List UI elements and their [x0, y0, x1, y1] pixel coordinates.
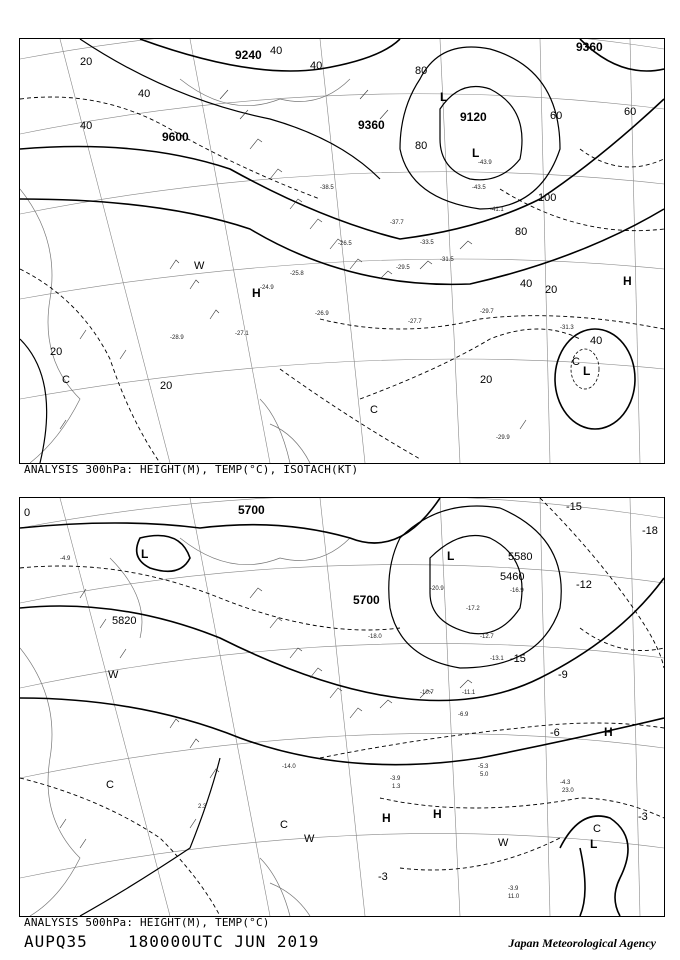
obs-value: -3.9: [508, 886, 519, 892]
obs-value: -24.9: [260, 285, 274, 291]
isotherm-label: -3: [378, 871, 388, 883]
cold-center: C: [572, 356, 580, 368]
obs-value: -43.9: [478, 160, 492, 166]
obs-value: -17.2: [466, 606, 480, 612]
obs-value: -41.1: [490, 207, 504, 213]
isotherm-label: -15: [566, 501, 582, 513]
obs-value: -27.7: [408, 319, 422, 325]
low-center: L: [472, 146, 480, 160]
isotherm-label: -18: [642, 525, 658, 537]
obs-value: 2.3: [198, 804, 207, 810]
height-label: 9240: [235, 48, 262, 62]
wind-barbs: [60, 588, 472, 848]
warm-center: W: [498, 837, 509, 849]
obs-value: -6.9: [458, 712, 469, 718]
cold-center: C: [106, 779, 114, 791]
isotach-label: 40: [138, 88, 151, 100]
agency-credit: Japan Meteorological Agency: [508, 936, 656, 950]
isotherm-label: -3: [638, 811, 648, 823]
obs-value: -18.0: [368, 634, 382, 640]
isotach-label: 20: [480, 374, 493, 386]
height-label: 5580: [508, 551, 533, 563]
isotherm-label: -6: [550, 727, 560, 739]
obs-value: -29.9: [496, 435, 510, 441]
obs-value: -10.7: [420, 690, 434, 696]
obs-value: 11.0: [508, 894, 520, 900]
obs-value: -11.1: [462, 690, 476, 696]
isotach-label: 60: [550, 110, 563, 122]
height-label: 5700: [238, 503, 265, 517]
height-label: 5700: [353, 593, 380, 607]
obs-value: -43.5: [472, 185, 486, 191]
isotherm-label: -15: [510, 653, 526, 665]
obs-value: -3.9: [390, 776, 401, 782]
chart-footer: [24, 932, 656, 956]
map-500hpa-canvas: [20, 498, 664, 916]
high-center: H: [623, 274, 632, 288]
isotach-label: 20: [80, 56, 93, 68]
isotach-label: 40: [310, 60, 323, 72]
isotach-label: 60: [624, 106, 637, 118]
graticule-lat: [20, 39, 664, 399]
coastlines: [20, 538, 350, 916]
graticule-lon: [60, 39, 640, 463]
product-id: AUPQ35: [24, 932, 88, 951]
obs-value: -29.5: [396, 265, 410, 271]
cold-center: C: [370, 404, 378, 416]
obs-value: -4.3: [560, 780, 571, 786]
warm-center: W: [108, 669, 119, 681]
dashed-contours: [20, 97, 664, 463]
isotach-label: 40: [80, 120, 93, 132]
high-center: H: [604, 725, 613, 739]
obs-value: 1.3: [392, 784, 401, 790]
caption-500hpa: ANALYSIS 500hPa: HEIGHT(M), TEMP(°C): [24, 916, 270, 929]
caption-300hpa: ANALYSIS 300hPa: HEIGHT(M), TEMP(°C), ISOTACH(KT): [24, 463, 359, 476]
height-label: 9120: [460, 110, 487, 124]
isotach-label: 20: [160, 380, 173, 392]
isotach-label: 80: [515, 226, 528, 238]
isotach-label: 80: [415, 65, 428, 77]
height-label: 5460: [500, 571, 525, 583]
obs-value: -33.5: [420, 240, 434, 246]
cold-center: C: [62, 374, 70, 386]
height-label: 9600: [162, 130, 189, 144]
obs-value: -4.9: [60, 556, 71, 562]
obs-value: -26.9: [315, 311, 329, 317]
isotach-label: 80: [415, 140, 428, 152]
high-center: H: [382, 811, 391, 825]
obs-value: -31.3: [560, 325, 574, 331]
low-center: L: [141, 547, 149, 561]
map-300hpa-canvas: [20, 39, 664, 463]
isotach-label: 40: [270, 45, 283, 57]
dashed-isotherms: [20, 498, 664, 916]
height-label: 9360: [576, 40, 603, 54]
obs-value: -20.9: [430, 586, 444, 592]
isotach-label: 100: [538, 192, 557, 204]
obs-value: -14.0: [282, 764, 296, 770]
graticule-lat: [20, 498, 664, 878]
cold-center: C: [280, 819, 288, 831]
analysis-500hpa-map: [19, 497, 665, 917]
obs-value: 5.0: [480, 772, 489, 778]
isotach-label: 20: [50, 346, 63, 358]
obs-value: -29.7: [480, 309, 494, 315]
height-contours: [20, 498, 664, 916]
obs-value: -5.3: [478, 764, 489, 770]
isotherm-label: 0: [24, 507, 31, 519]
high-center: H: [252, 286, 261, 300]
cold-center: C: [593, 823, 601, 835]
obs-value: -37.7: [390, 220, 404, 226]
isotach-label: 40: [520, 278, 533, 290]
warm-center: W: [194, 260, 205, 272]
obs-value: -38.5: [320, 185, 334, 191]
obs-value: -13.1: [490, 656, 504, 662]
height-label: 9360: [358, 118, 385, 132]
valid-time: 180000UTC JUN 2019: [128, 932, 320, 951]
height-label: 5820: [112, 615, 137, 627]
isotherm-label: -9: [558, 669, 568, 681]
obs-value: -12.7: [480, 634, 494, 640]
obs-value: -27.1: [235, 331, 249, 337]
obs-value: -16.9: [510, 588, 524, 594]
height-contours: [20, 39, 664, 463]
low-center: L: [447, 549, 455, 563]
obs-value: 23.0: [562, 788, 574, 794]
low-center: L: [583, 364, 591, 378]
low-center: L: [440, 90, 448, 104]
isotherm-label: -12: [576, 579, 592, 591]
obs-value: -26.5: [338, 241, 352, 247]
obs-value: -25.8: [290, 271, 304, 277]
isotach-label: 20: [545, 284, 558, 296]
obs-value: -31.5: [440, 257, 454, 263]
warm-center: W: [304, 833, 315, 845]
high-center: H: [433, 807, 442, 821]
isotach-label: 40: [590, 335, 603, 347]
obs-value: -28.9: [170, 335, 184, 341]
analysis-300hpa-map: [19, 38, 665, 464]
low-center: L: [590, 837, 598, 851]
